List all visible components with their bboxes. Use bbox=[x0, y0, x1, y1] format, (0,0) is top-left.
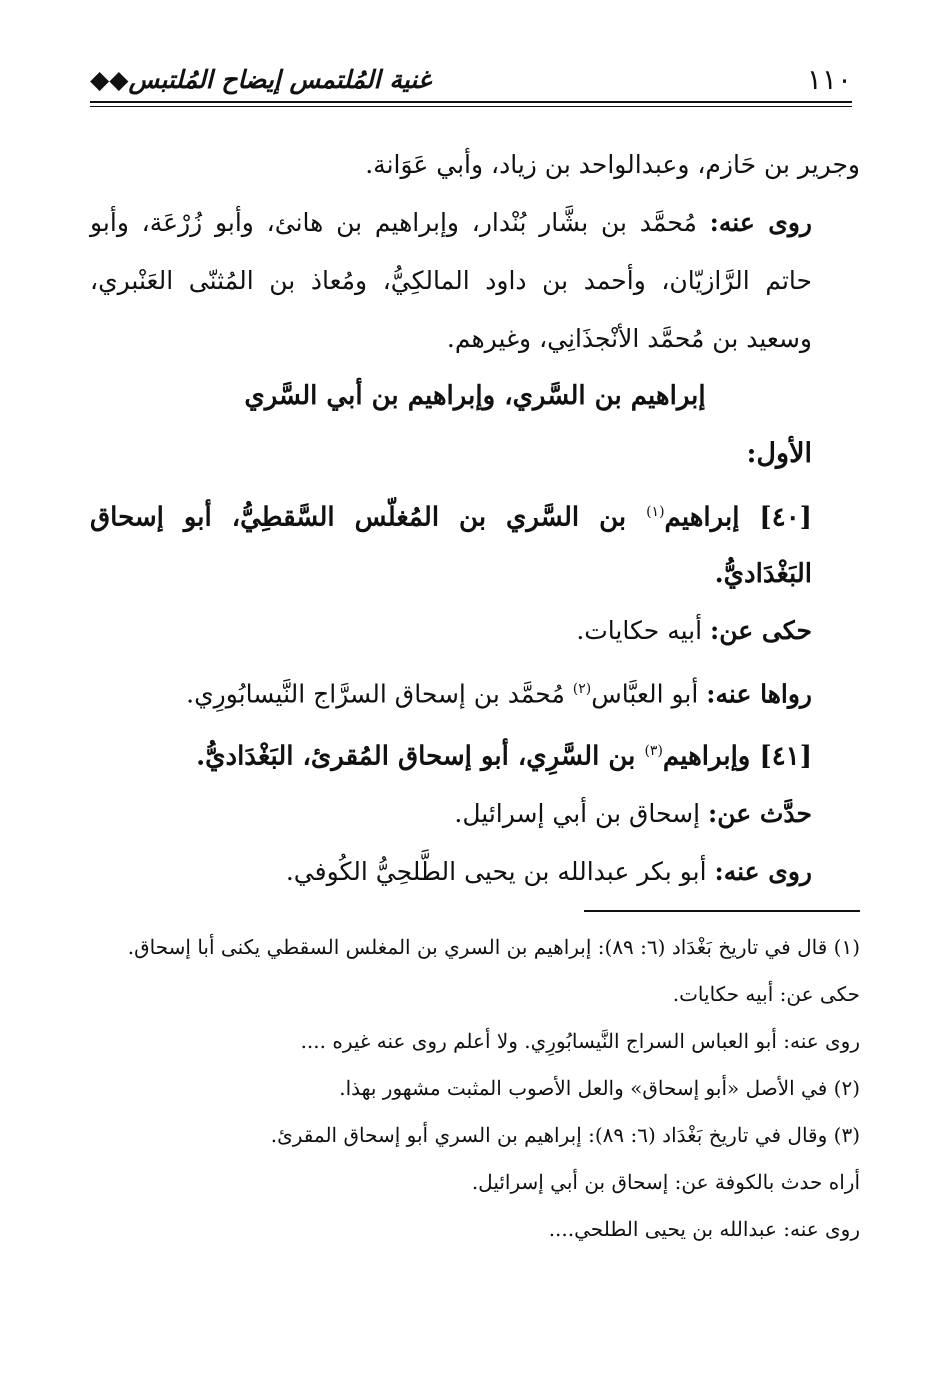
main-text bbox=[90, 136, 860, 901]
footnote-line: (٢) في الأصل «أبو إسحاق» والعل الأصوب المثبت مشهور بهذا. bbox=[339, 1076, 860, 1100]
narrators-list: مُحمَّد بن بشَّار بُنْدار، وإبراهيم بن هانئ، وأبو زُرْعَة، وأبو حاتم الرَّازيّان، وأحمد بن داود المالكِيُّ، ومُعاذ بن المُثنّى العَنْبري، وسعيد بن مُحمَّد الأنْجذَانِي، وغيرهم. bbox=[90, 208, 812, 353]
entry-name: وإبراهيم bbox=[662, 741, 751, 772]
narrated-from-label: حكى عن: bbox=[710, 615, 812, 645]
footnote-line: (٣) وقال في تاريخ بَغْدَاد (٦: ٨٩): إبراهيم بن السري أبو إسحاق المقرئ. bbox=[270, 1123, 860, 1147]
entry-41 bbox=[90, 723, 860, 785]
footnote-marker: (٣) bbox=[644, 742, 663, 759]
reported-from-text: إسحاق بن أبي إسرائيل. bbox=[454, 798, 701, 828]
entry-name: إبراهيم bbox=[664, 502, 740, 533]
footnote-rule bbox=[584, 910, 860, 912]
header-rule bbox=[90, 101, 852, 103]
entry-number: [٤٠] bbox=[759, 502, 812, 533]
footnote-line: (١) قال في تاريخ بَغْدَاد (٦: ٨٩): إبراهيم بن السري بن المغلس السقطي يكنى أبا إسحاق. bbox=[127, 935, 860, 959]
first-label: الأول: bbox=[746, 438, 812, 469]
continuation-text: وجرير بن حَازم، وعبدالواحد بن زياد، وأبي عَوَانة. bbox=[365, 150, 860, 179]
narrated-from-him-label: روى عنه: bbox=[714, 856, 812, 886]
narrated-from-him-label: روى عنه: bbox=[709, 208, 813, 237]
footnote-line: حكى عن: أبيه حكايات. bbox=[672, 982, 860, 1006]
entry-lineage: بن السَّرِي، أبو إسحاق المُقرئ، البَغْدَاديُّ. bbox=[196, 741, 636, 772]
header-rule-thin bbox=[90, 106, 852, 107]
entry-40 bbox=[90, 484, 860, 602]
footnote-marker: (٢) bbox=[572, 680, 592, 697]
footnotes bbox=[90, 924, 860, 1253]
section-heading: إبراهيم بن السَّري، وإبراهيم بن أبي السَّري bbox=[244, 381, 706, 411]
narrated-from-him-text: أبو بكر عبدالله بن يحيى الطَّلحِيُّ الكُوفي. bbox=[285, 856, 707, 886]
footnote-line: روى عنه: عبدالله بن يحيى الطلحي.... bbox=[548, 1217, 860, 1241]
running-title: غنية المُلتمس إيضاح المُلتبس◆◆ bbox=[90, 65, 431, 94]
narrated-from-line bbox=[90, 602, 860, 660]
page-header bbox=[90, 60, 852, 100]
page-number: ١١٠ bbox=[806, 63, 852, 96]
reported-from-label: حدَّث عن: bbox=[708, 798, 812, 828]
entry-lineage: بن السَّري بن المُغلّس السَّقطِيُّ، أبو إسحاق البَغْدَاديُّ. bbox=[90, 502, 812, 589]
footnote-marker: (١) bbox=[646, 504, 665, 520]
narrator-kunya: أبو العبَّاس bbox=[591, 678, 699, 708]
narrated-by-line bbox=[90, 660, 860, 723]
narrated-by-label: رواها عنه: bbox=[706, 678, 812, 708]
narrators-paragraph bbox=[90, 194, 860, 368]
entry-number: [٤١] bbox=[759, 741, 812, 772]
footnote-line: أراه حدث بالكوفة عن: إسحاق بن أبي إسرائيل. bbox=[471, 1170, 860, 1194]
reported-from-line bbox=[90, 785, 860, 843]
continuation-paragraph bbox=[90, 136, 860, 194]
narrated-from-him-line bbox=[90, 843, 860, 901]
narrated-from-text: أبيه حكايات. bbox=[576, 615, 703, 645]
narrator-name: مُحمَّد بن إسحاق السرَّاج النَّيسابُورِي. bbox=[186, 678, 565, 708]
footnote-line: روى عنه: أبو العباس السراج النَّيسابُورِي. ولا أعلم روى عنه غيره .... bbox=[300, 1029, 860, 1053]
